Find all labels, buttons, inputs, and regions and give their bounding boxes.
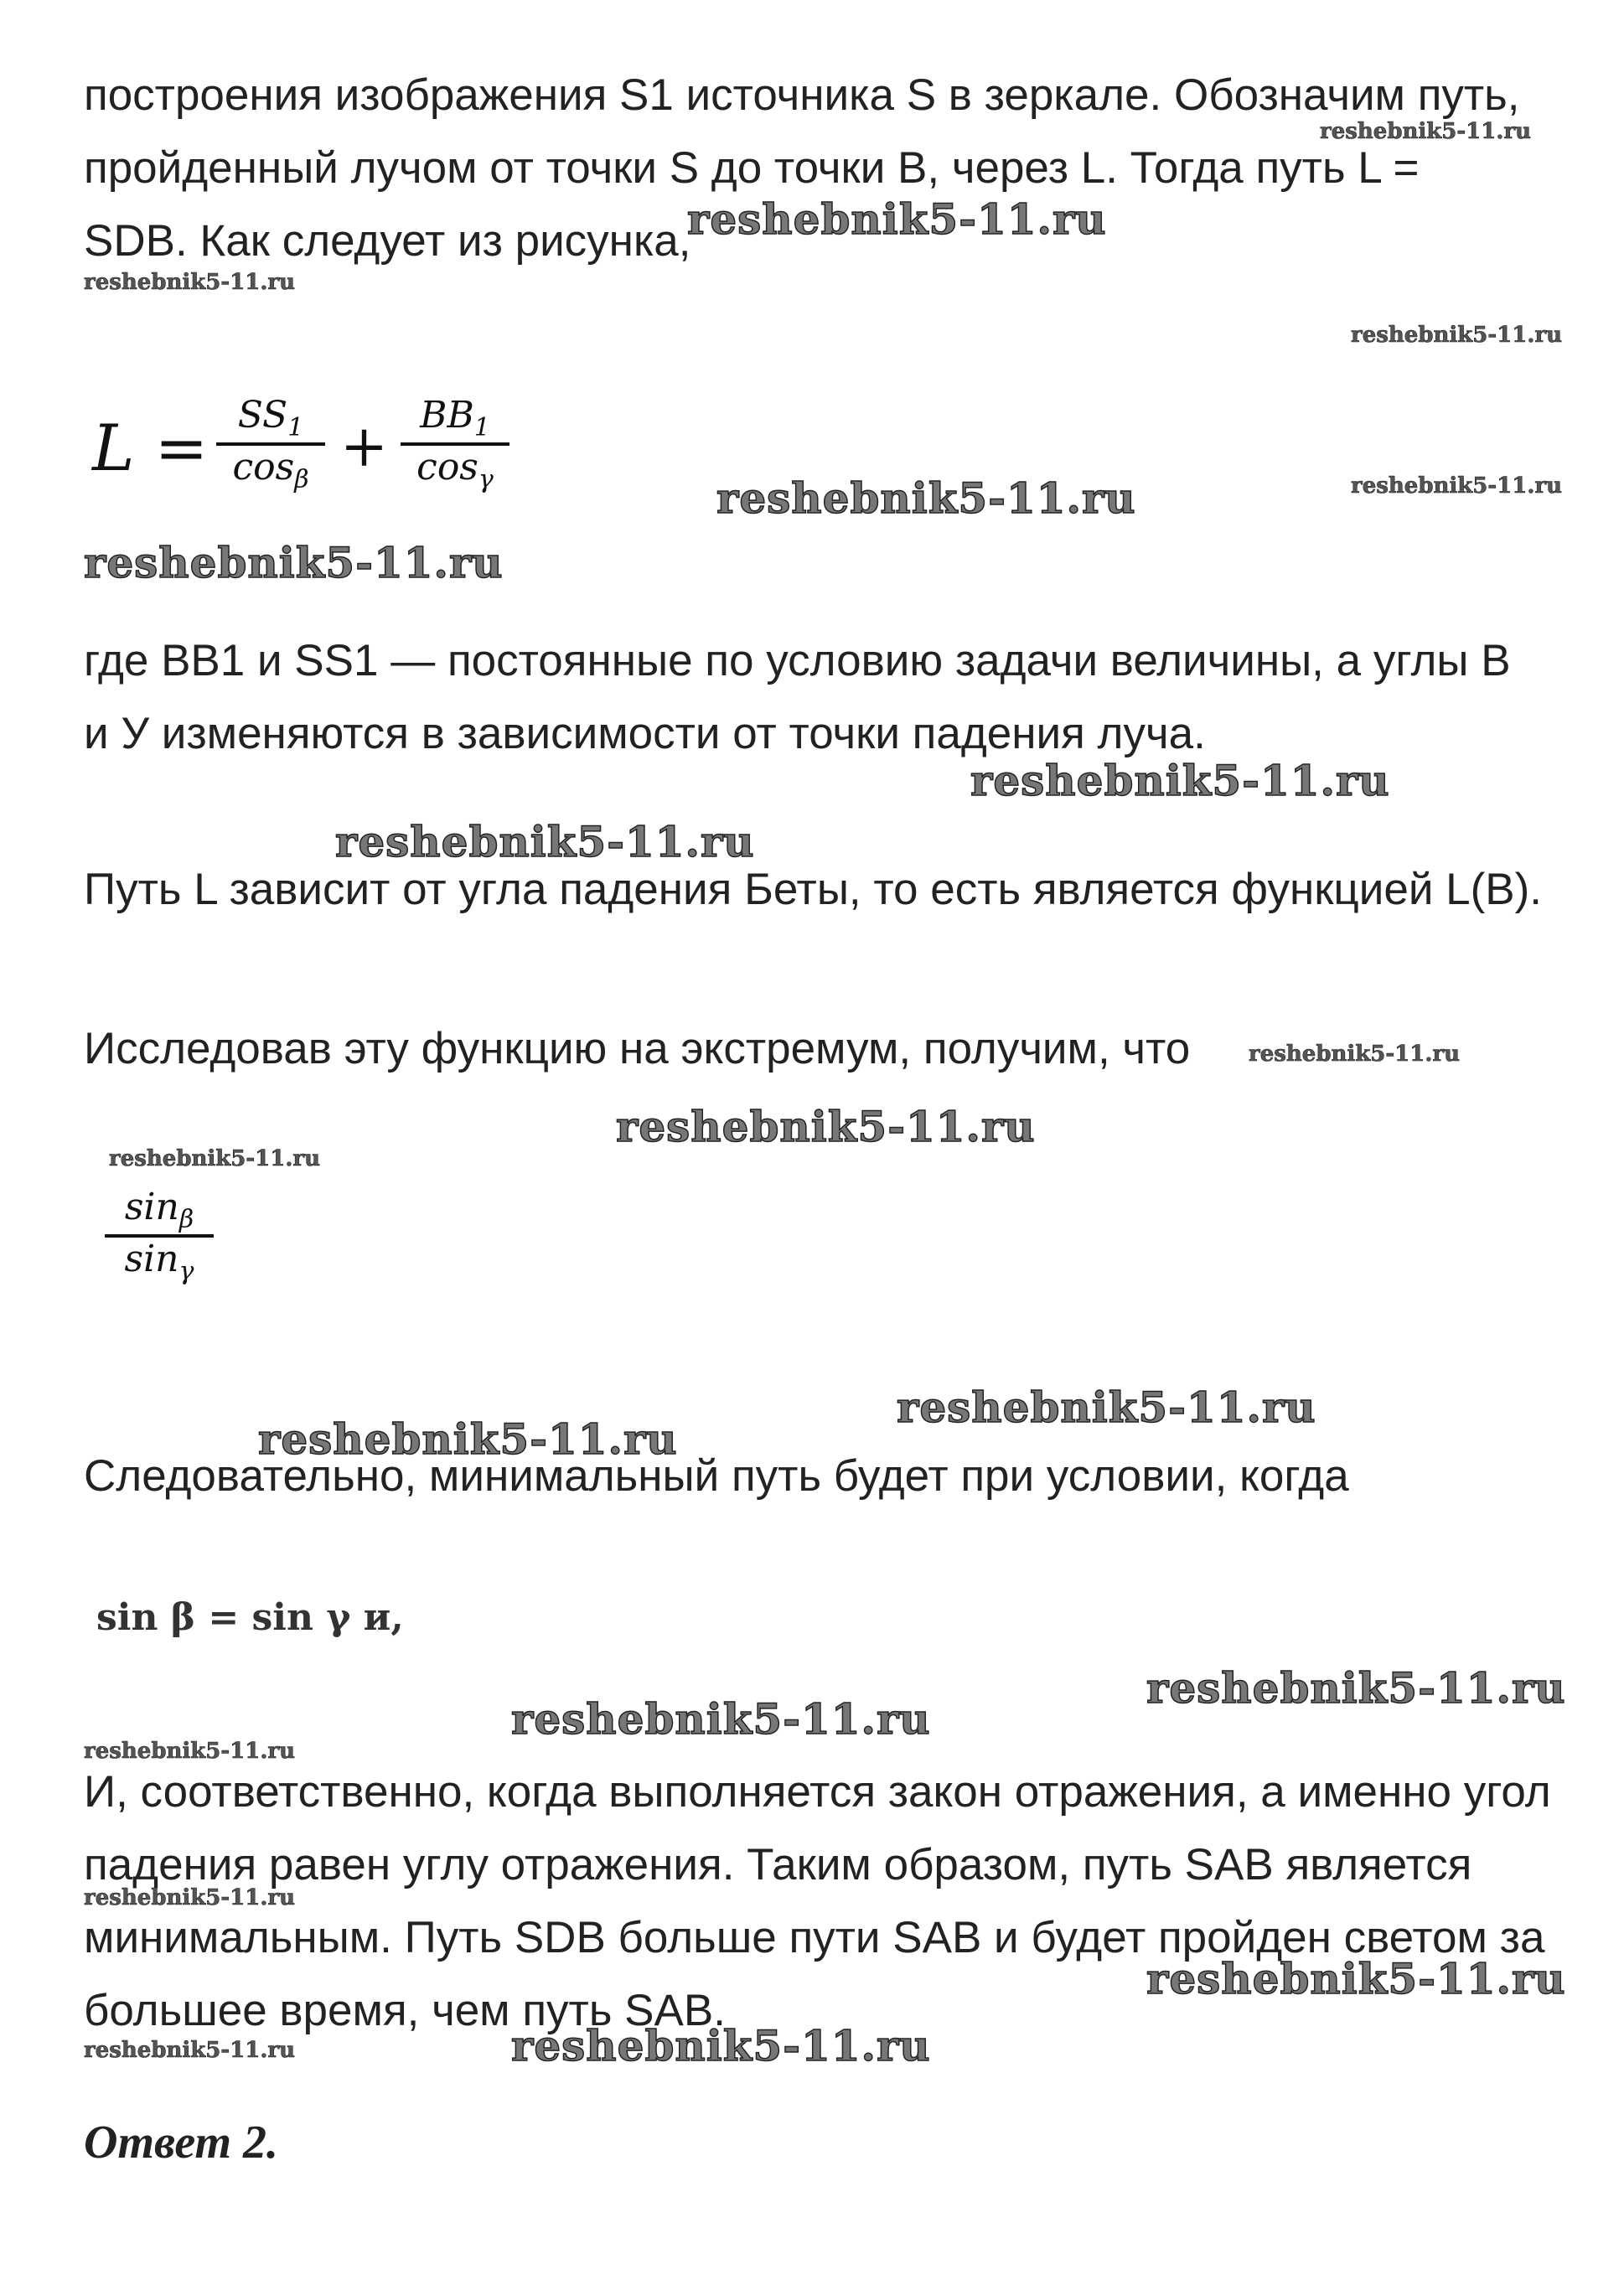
watermark: reshebnik5-11.ru bbox=[1351, 473, 1563, 499]
watermark: reshebnik5-11.ru bbox=[1146, 1663, 1566, 1713]
text-line: пройденный лучом от точки S до точки B, через L. Тогда путь L = bbox=[84, 143, 1420, 193]
watermark: reshebnik5-11.ru bbox=[1320, 119, 1532, 144]
answer: Ответ 2. bbox=[84, 2117, 279, 2169]
watermark: reshebnik5-11.ru bbox=[511, 1694, 931, 1744]
watermark: reshebnik5-11.ru bbox=[511, 2021, 931, 2070]
formula-lhs: L = bbox=[92, 411, 209, 485]
watermark: reshebnik5-11.ru bbox=[84, 2038, 296, 2063]
paragraph-1 bbox=[84, 59, 1624, 277]
text-line: большее время, чем путь SAB. bbox=[84, 1986, 726, 2035]
watermark: reshebnik5-11.ru bbox=[258, 1414, 678, 1464]
formula-path-length bbox=[92, 394, 528, 536]
watermark: reshebnik5-11.ru bbox=[970, 756, 1390, 805]
text-line: построения изображения S1 источника S в зеркале. Обозначим путь, bbox=[84, 70, 1520, 120]
watermark: reshebnik5-11.ru bbox=[1351, 323, 1563, 348]
text-line: Исследовав эту функцию на экстремум, получим, что bbox=[84, 1024, 1191, 1073]
watermark: reshebnik5-11.ru bbox=[716, 473, 1136, 523]
watermark: reshebnik5-11.ru bbox=[1249, 1042, 1461, 1067]
fraction-bb1-cos-gamma: $BB_1$ $\cos_\gamma$ bbox=[401, 394, 509, 494]
text-line: где BB1 и SS1 — постоянные по условию задачи величины, а углы В bbox=[84, 636, 1511, 685]
watermark: reshebnik5-11.ru bbox=[84, 538, 504, 587]
paragraph-2 bbox=[84, 624, 1624, 770]
text-line: Следовательно, минимальный путь будет при условии, когда bbox=[84, 1451, 1349, 1501]
fraction-ss1-cos-beta: $SS_1$ $\cos_\beta$ bbox=[216, 394, 325, 494]
watermark: reshebnik5-11.ru bbox=[616, 1102, 1036, 1151]
watermark: reshebnik5-11.ru bbox=[109, 1146, 321, 1171]
watermark: reshebnik5-11.ru bbox=[897, 1383, 1316, 1432]
watermark: reshebnik5-11.ru bbox=[1146, 1954, 1566, 2003]
text-line: Путь L зависит от угла падения Беты, то есть является функцией L(B). bbox=[84, 865, 1543, 914]
text-line: И, соответственно, когда выполняется закон отражения, а именно угол bbox=[84, 1767, 1551, 1817]
paragraph-3 bbox=[84, 853, 1624, 926]
formula-sine-equality: sin β = sin γ и, bbox=[96, 1596, 404, 1639]
watermark: reshebnik5-11.ru bbox=[335, 817, 755, 866]
text-line: падения равен углу отражения. Таким образом, путь SAB является bbox=[84, 1840, 1472, 1889]
watermark: reshebnik5-11.ru bbox=[84, 1885, 296, 1910]
formula-plus: + bbox=[340, 414, 388, 480]
watermark: reshebnik5-11.ru bbox=[84, 270, 296, 295]
text-line: минимальным. Путь SDB больше пути SAB и будет пройден светом за bbox=[84, 1913, 1545, 1962]
formula-sine-ratio: $\sin_\beta$ $\sin_\gamma$ bbox=[105, 1186, 214, 1286]
watermark: reshebnik5-11.ru bbox=[84, 1739, 296, 1764]
text-line: и У изменяются в зависимости от точки падения луча. bbox=[84, 709, 1206, 758]
text-line: SDB. Как следует из рисунка, bbox=[84, 216, 691, 266]
watermark: reshebnik5-11.ru bbox=[687, 194, 1107, 244]
